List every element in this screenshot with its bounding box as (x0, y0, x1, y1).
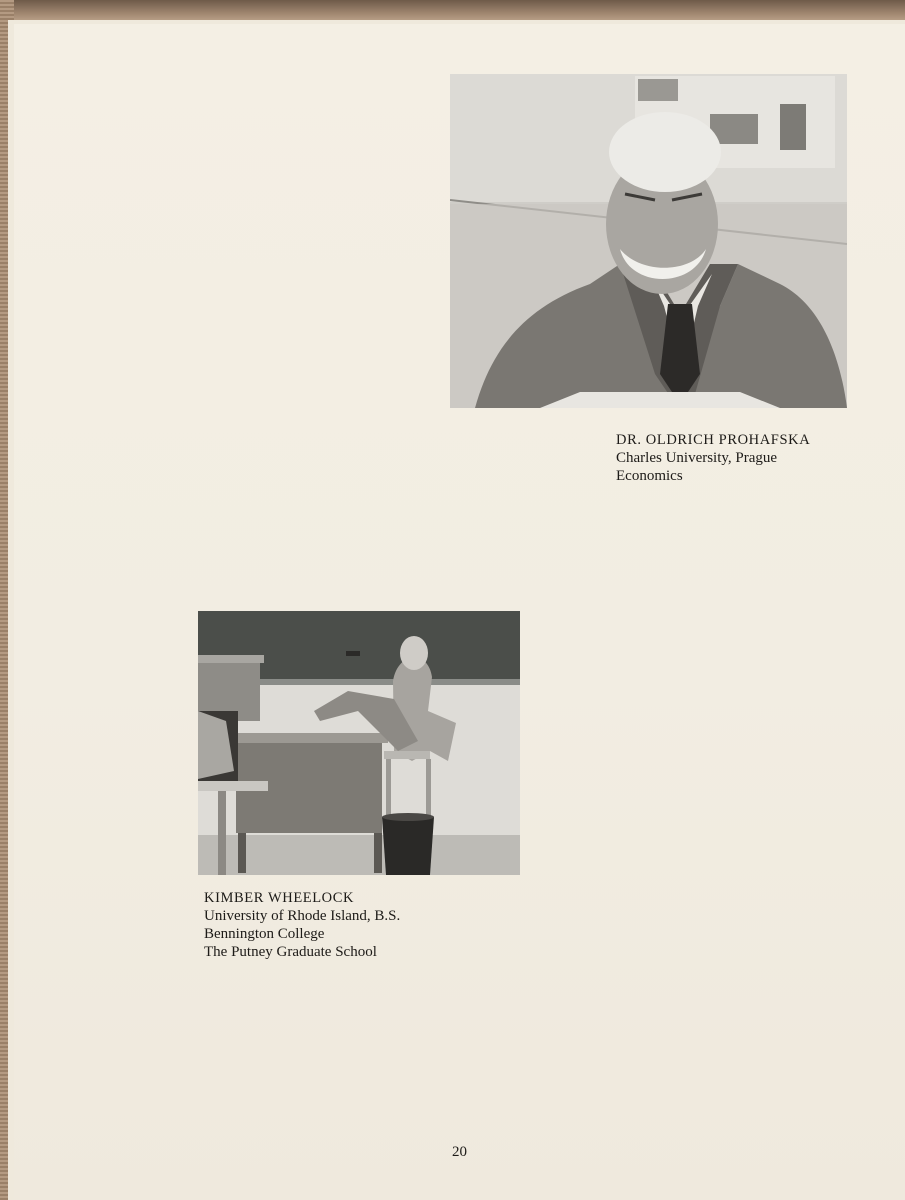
yearbook-page (14, 24, 905, 1200)
faculty-name: DR. OLDRICH PROHAFSKA (616, 432, 811, 448)
classroom-photo-wheelock (198, 611, 520, 875)
faculty-credential: Economics (616, 468, 683, 484)
portrait-photo-prohafska (450, 74, 847, 408)
faculty-credential: Charles University, Prague (616, 450, 778, 466)
caption-prohafska (616, 431, 810, 485)
caption-wheelock (204, 889, 400, 961)
faculty-credential: Bennington College (204, 926, 325, 942)
faculty-credential: University of Rhode Island, B.S. (204, 908, 401, 924)
page-number: 20 (452, 1144, 467, 1160)
faculty-credential: The Putney Graduate School (204, 944, 377, 960)
faculty-name: KIMBER WHEELOCK (204, 890, 355, 906)
